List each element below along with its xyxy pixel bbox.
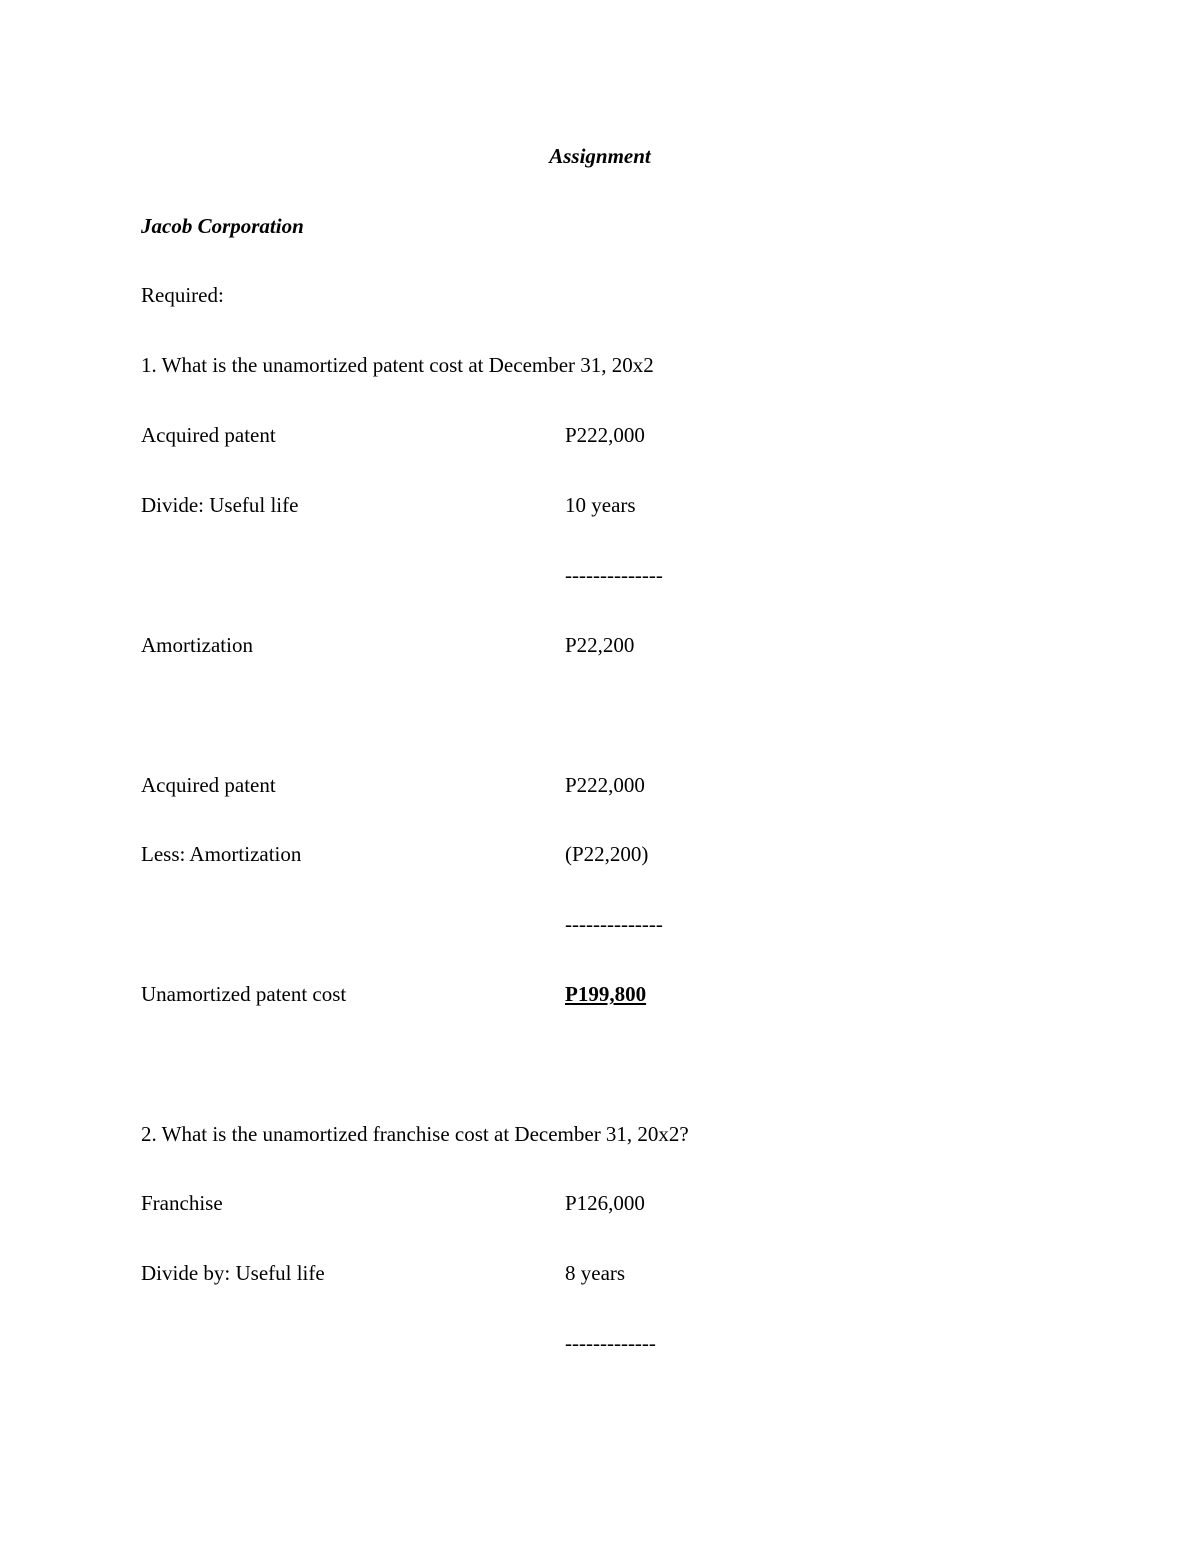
q1-less-amortization-label: Less: Amortization bbox=[141, 842, 302, 866]
q1-amortization-value: P22,200 bbox=[565, 633, 635, 657]
required-label: Required: bbox=[141, 283, 224, 307]
q1-separator-1: -------------- bbox=[565, 563, 663, 587]
document-title: Assignment bbox=[549, 144, 651, 168]
q1-useful-life-label: Divide: Useful life bbox=[141, 493, 299, 517]
company-name: Jacob Corporation bbox=[141, 214, 304, 238]
q2-franchise-label: Franchise bbox=[141, 1191, 223, 1215]
q2-useful-life-value: 8 years bbox=[565, 1261, 626, 1285]
question-2-prompt: 2. What is the unamortized franchise cost at December 31, 20x2? bbox=[141, 1122, 689, 1146]
q1-balance-patent-label: Acquired patent bbox=[141, 773, 276, 797]
q1-useful-life-value: 10 years bbox=[565, 493, 636, 517]
q2-useful-life-label: Divide by: Useful life bbox=[141, 1261, 325, 1285]
q1-amortization-label: Amortization bbox=[141, 633, 253, 657]
q2-separator: ------------- bbox=[565, 1331, 656, 1355]
q1-unamortized-total: P199,800 bbox=[565, 982, 647, 1006]
q1-separator-2: -------------- bbox=[565, 912, 663, 936]
question-1-prompt: 1. What is the unamortized patent cost at December 31, 20x2 bbox=[141, 353, 654, 377]
q1-acquired-patent-label: Acquired patent bbox=[141, 423, 276, 447]
q1-unamortized-label: Unamortized patent cost bbox=[141, 982, 347, 1006]
q1-balance-patent-value: P222,000 bbox=[565, 773, 645, 797]
q1-less-amortization-value: (P22,200) bbox=[565, 842, 649, 866]
q2-franchise-value: P126,000 bbox=[565, 1191, 645, 1215]
q1-acquired-patent-value: P222,000 bbox=[565, 423, 645, 447]
